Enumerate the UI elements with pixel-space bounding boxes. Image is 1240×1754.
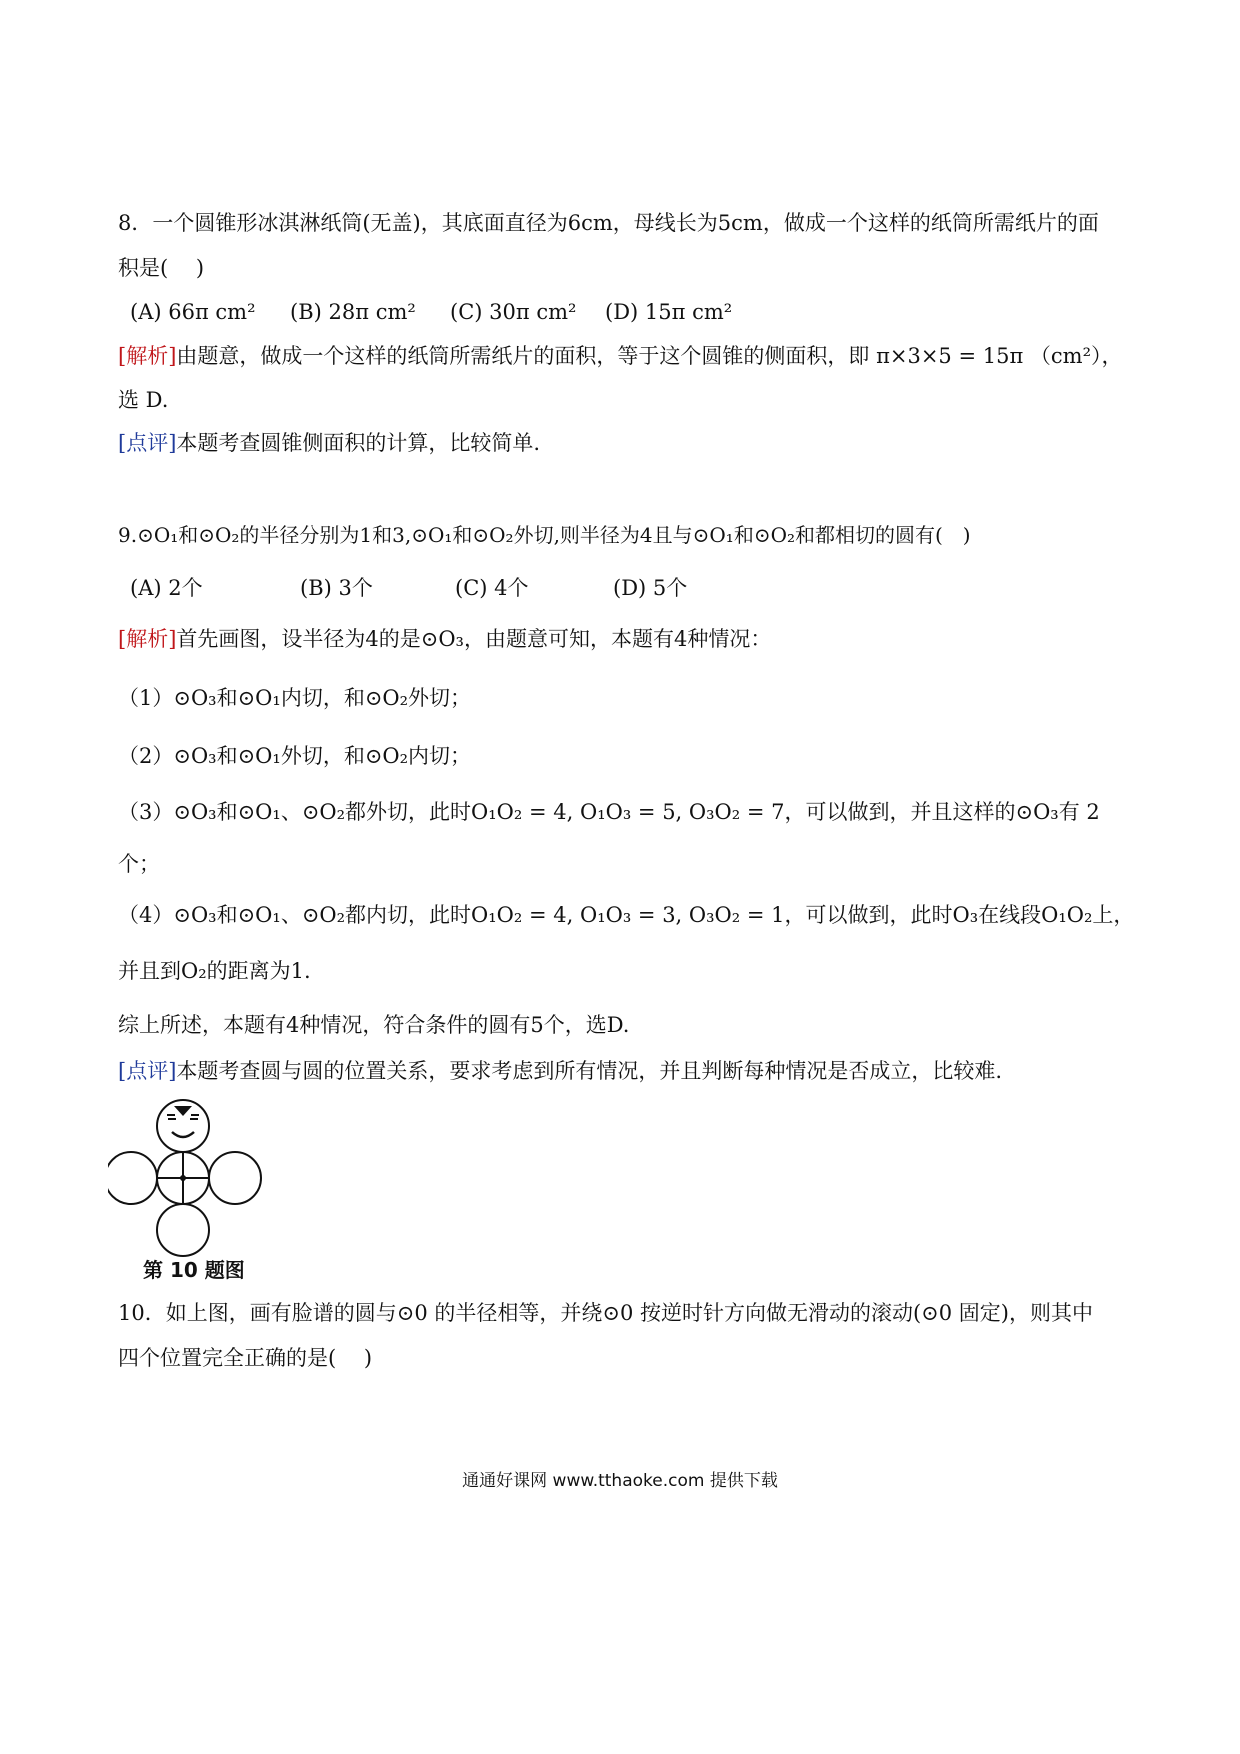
q10-stem-line1: 10．如上图，画有脸谱的圆与⊙0 的半径相等，并绕⊙0 按逆时针方向做无滑动的滚动(⊙0 固定)，则其中 [118, 1301, 1093, 1325]
q8-option-b: (B) 28π cm² [290, 300, 416, 324]
figure-caption: 第 10 题图 [143, 1258, 245, 1282]
q9-case4-line1: （4）⊙O₃和⊙O₁、⊙O₂都内切，此时O₁O₂ = 4, O₁O₃ = 3, O₃O₂ = 1，可以做到，此时O₃在线段O₁O₂上， [118, 903, 1135, 927]
q9-analysis-intro [118, 624, 771, 654]
q8-analysis-tag: [解析] [118, 344, 177, 368]
q8-comment [118, 428, 540, 458]
q9-comment-tag: [点评] [118, 1059, 177, 1083]
q8-option-c: (C) 30π cm² [450, 300, 577, 324]
q8-analysis-line1 [118, 341, 1123, 371]
q9-stem: 9.⊙O₁和⊙O₂的半径分别为1和3,⊙O₁和⊙O₂外切,则半径为4且与⊙O₁和⊙O₂和都相切的圆有( ) [118, 523, 971, 547]
q8-stem-line2: 积是( ) [118, 256, 205, 280]
q10-figure [108, 1098, 268, 1258]
q9-analysis-tag: [解析] [118, 627, 177, 651]
q8-comment-tag: [点评] [118, 431, 177, 455]
bottom-circle [157, 1204, 209, 1256]
q8-analysis-line2: 选 D. [118, 388, 169, 412]
q8-option-a: (A) 66π cm² [130, 300, 256, 324]
q9-comment [118, 1056, 1002, 1086]
q9-case1: （1）⊙O₃和⊙O₁内切，和⊙O₂外切； [118, 686, 472, 710]
q9-option-d: (D) 5个 [613, 576, 688, 600]
q8-comment-text: 本题考查圆锥侧面积的计算，比较简单. [176, 431, 541, 455]
face-triangle-mark [174, 1106, 192, 1116]
q9-summary: 综上所述，本题有4种情况，符合条件的圆有5个，选D. [118, 1013, 630, 1037]
center-point [180, 1175, 186, 1181]
q8-analysis-text: 由题意，做成一个这样的纸筒所需纸片的面积，等于这个圆锥的侧面积，即 π×3×5 = 15π （cm²）， [176, 344, 1123, 368]
q10-stem-line2: 四个位置完全正确的是( ) [118, 1346, 373, 1370]
q9-option-a: (A) 2个 [130, 576, 203, 600]
q9-option-b: (B) 3个 [300, 576, 373, 600]
q9-case4-line2: 并且到O₂的距离为1. [118, 959, 311, 983]
right-circle [209, 1152, 261, 1204]
q8-option-d: (D) 15π cm² [605, 300, 733, 324]
page-footer: 通通好课网 www.tthaoke.com 提供下载 [462, 1471, 778, 1491]
q9-analysis-text: 首先画图，设半径为4的是⊙O₃，由题意可知，本题有4种情况： [176, 627, 772, 651]
q9-case3-line1: （3）⊙O₃和⊙O₁、⊙O₂都外切，此时O₁O₂ = 4, O₁O₃ = 5, O₃O₂ = 7，可以做到，并且这样的⊙O₃有 2 [118, 800, 1100, 824]
q9-case3-line2: 个； [118, 852, 160, 876]
left-circle [108, 1152, 157, 1204]
q9-option-c: (C) 4个 [455, 576, 529, 600]
q8-stem-line1: 8．一个圆锥形冰淇淋纸筒(无盖)，其底面直径为6cm，母线长为5cm，做成一个这样的纸筒所需纸片的面 [118, 211, 1099, 235]
q9-comment-text: 本题考查圆与圆的位置关系，要求考虑到所有情况，并且判断每种情况是否成立，比较难. [176, 1059, 1003, 1083]
q9-case2: （2）⊙O₃和⊙O₁外切，和⊙O₂内切； [118, 744, 472, 768]
face-mouth [172, 1132, 194, 1137]
